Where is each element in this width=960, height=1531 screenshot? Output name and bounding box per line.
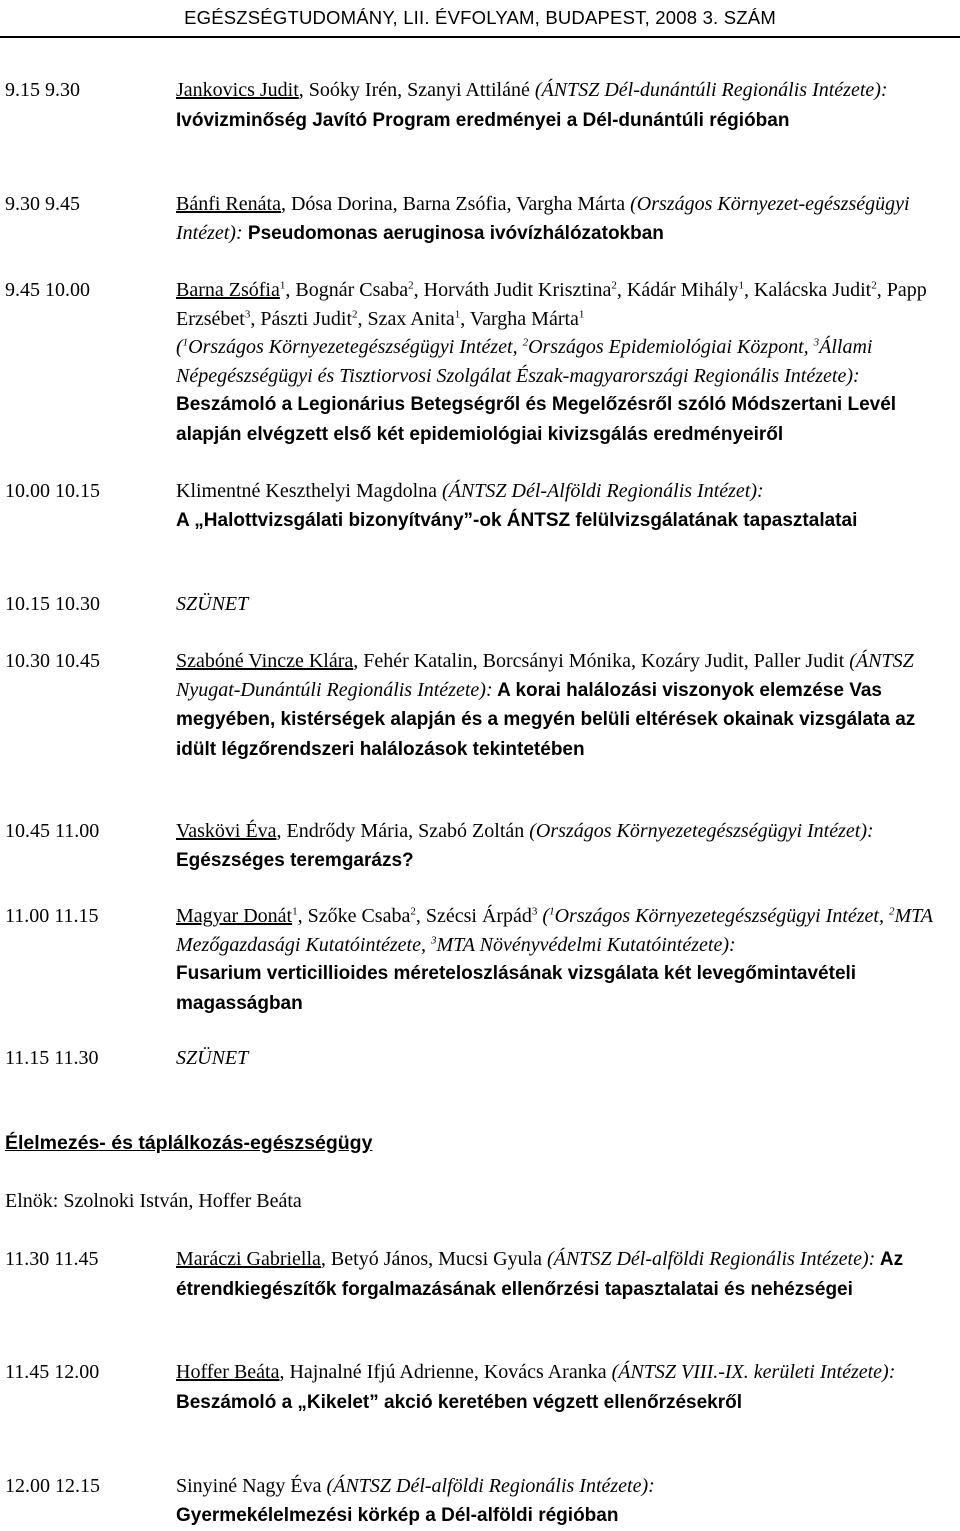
talk-title: Pseudomonas aeruginosa ivóvízhálózatokban (242, 222, 664, 244)
time-slot: 10.30 10.45 (5, 650, 100, 672)
affiliation-mark: 3 (531, 905, 538, 918)
affiliation-mark: 3 (813, 336, 820, 349)
coauthors: , Soóky Irén, Szanyi Attiláné (298, 79, 535, 101)
header-rule (0, 36, 960, 38)
coauthor: , Vargha Márta (460, 307, 579, 330)
talk-title: Fusarium verticillioides méreteloszlásának vizsgálata két levegőmintavételi magasságban (176, 963, 857, 1014)
talk-title: A korai halálozási viszonyok elemzése Vas megyében, kistérségek alapján és a megyén belüli eltérések okainak vizsgálata az idült légzőrendszeri halálozások tekintetében (176, 679, 916, 760)
entry-text (176, 902, 958, 1018)
affiliation-mark: 1 (578, 307, 585, 320)
affiliation-mark: 3 (244, 307, 251, 320)
time-slot: 9.30 9.45 (5, 193, 80, 215)
time-slot: 9.45 10.00 (5, 279, 90, 301)
coauthor: , Szécsi Árpád (415, 905, 532, 927)
coauthor: , Papp Erzsébet (176, 279, 927, 330)
affiliation-mark: 1 (549, 905, 555, 918)
coauthors: , Betyó János, Mucsi Gyula (320, 1248, 548, 1270)
presenter-name: Vaskövi Éva (176, 820, 277, 842)
time-slot: 12.00 12.15 (5, 1475, 100, 1497)
presenter-name: Bánfi Renáta (176, 193, 281, 215)
talk-title: Beszámoló a Legionárius Betegségről és Megelőzésről szóló Módszertani Levél alapján elvégzett első két epidemiológiai kivizsgálás eredményeiről (176, 394, 897, 445)
time-slot: 10.45 11.00 (5, 820, 100, 842)
institution (176, 336, 873, 387)
presenter-name: Magyar Donát (176, 905, 293, 927)
affiliation-mark: 2 (410, 905, 416, 918)
coauthors: , Endrődy Mária, Szabó Zoltán (276, 820, 530, 842)
time-slot: 11.15 11.30 (5, 1047, 99, 1069)
time-slot: 11.45 12.00 (5, 1361, 100, 1383)
entry-text (176, 1472, 958, 1530)
institution-name: Országos Epidemiológiai Központ, (528, 336, 814, 358)
affiliation-mark: 1 (279, 279, 286, 292)
affiliation-mark: 3 (430, 933, 437, 946)
talk-title: Beszámoló a „Kikelet” akció keretében végzett ellenőrzésekről (176, 1391, 743, 1413)
session-chairs: Elnök: Szolnoki István, Hoffer Beáta (5, 1190, 302, 1212)
institution: (ÁNTSZ Dél-Alföldi Regionális Intézet): (442, 480, 764, 502)
institution-name: MTA Növényvédelmi Kutatóintézete): (436, 933, 736, 956)
break-label: SZÜNET (176, 1047, 249, 1069)
institution: (ÁNTSZ Dél-alföldi Regionális Intézete): (547, 1248, 876, 1270)
coauthor: , Horváth Judit Krisztina (413, 279, 612, 301)
time-slot: 10.00 10.15 (5, 480, 100, 502)
talk-title: Az étrendkiegészítők forgalmazásának ellenőrzési tapasztalatai és nehézségei (176, 1249, 904, 1300)
coauthor: , Kalácska Judit (744, 279, 872, 301)
entry-text (176, 477, 958, 535)
break-label: SZÜNET (176, 593, 249, 615)
paren: ( (176, 336, 183, 358)
affiliation-mark: 2 (889, 905, 895, 918)
affiliation-mark: 2 (611, 279, 617, 292)
presenter-name: Barna Zsófia (176, 279, 280, 301)
affiliation-mark: 2 (408, 279, 414, 292)
coauthor: , Szax Anita (357, 307, 455, 330)
coauthors: , Fehér Katalin, Borcsányi Mónika, Kozáry Judit, Paller Judit (353, 650, 850, 672)
talk-title: Gyermekélelmezési körkép a Dél-alföldi régióban (176, 1504, 619, 1526)
affiliation-mark: 1 (292, 905, 298, 918)
entry-text (176, 817, 958, 875)
coauthors: , Dósa Dorina, Barna Zsófia, Vargha Márta (280, 193, 631, 215)
entry-text (176, 647, 958, 764)
affiliation-mark: 1 (454, 307, 461, 320)
time-slot: 11.00 11.15 (5, 905, 99, 927)
institution: (ÁNTSZ Nyugat-Dunántúli Regionális Intézete): (176, 650, 914, 701)
institution-name: Országos Környezetegészségügyi Intézet, (188, 336, 523, 358)
coauthor: , Kádár Mihály (616, 279, 739, 301)
coauthor: , Pászti Judit (250, 307, 353, 330)
presenter-name: Maráczi Gabriella (176, 1248, 321, 1270)
presenter-name: Szabóné Vincze Klára (176, 650, 354, 672)
affiliation-mark: 1 (738, 279, 745, 292)
affiliation-mark: 2 (522, 336, 529, 349)
presenter-name: Jankovics Judit (176, 79, 299, 101)
affiliation-mark: 2 (352, 307, 358, 320)
journal-header: EGÉSZSÉGTUDOMÁNY, LII. ÉVFOLYAM, BUDAPEST, 2008 3. SZÁM (184, 7, 776, 28)
entry-text (176, 1245, 958, 1304)
institution-name: Állami Népegészségügyi és Tisztiorvosi Szolgálat Észak-magyarországi Regionális Intézete): (176, 336, 873, 387)
talk-title: A „Halottvizsgálati bizonyítvány”-ok ÁNTSZ felülvizsgálatának tapasztalatai (176, 509, 858, 531)
institution: (ÁNTSZ VIII.-IX. kerületi Intézete): (611, 1361, 896, 1383)
entry-text (176, 276, 958, 449)
time-slot: 11.30 11.45 (5, 1248, 99, 1270)
entry-text (176, 76, 958, 135)
time-slot: 10.15 10.30 (5, 593, 100, 615)
entry-text (176, 190, 958, 248)
coauthor: , Szőke Csaba (297, 905, 411, 927)
institution-name: MTA Mezőgazdasági Kutatóintézete, (176, 905, 933, 956)
time-slot: 9.15 9.30 (5, 79, 80, 101)
talk-title: Egészséges teremgarázs? (176, 849, 414, 871)
talk-title: Ivóvizminőség Javító Program eredményei a Dél-dunántúli régióban (176, 109, 790, 131)
institution-name: Országos Környezetegészségügyi Intézet, (554, 905, 889, 927)
coauthors: , Hajnalné Ifjú Adrienne, Kovács Aranka (279, 1361, 612, 1383)
institution: (Országos Környezetegészségügyi Intézet): (529, 820, 874, 842)
presenter-name: Hoffer Beáta (176, 1361, 280, 1383)
paren: ( (542, 905, 550, 927)
coauthor: , Bognár Csaba (285, 279, 409, 301)
affiliation-mark: 2 (871, 279, 877, 292)
presenter-name: Klimentné Keszthelyi Magdolna (176, 480, 443, 502)
section-title: Élelmezés- és táplálkozás-egészségügy (5, 1132, 373, 1154)
entry-text (176, 1358, 958, 1417)
affiliation-mark: 1 (182, 336, 189, 349)
institution: (ÁNTSZ Dél-dunántúli Regionális Intézete): (534, 79, 888, 101)
institution: (ÁNTSZ Dél-alföldi Regionális Intézete): (326, 1475, 655, 1497)
institution: (Országos Környezet-egészségügyi Intézet): (176, 193, 910, 244)
presenter-name: Sinyiné Nagy Éva (176, 1475, 327, 1497)
